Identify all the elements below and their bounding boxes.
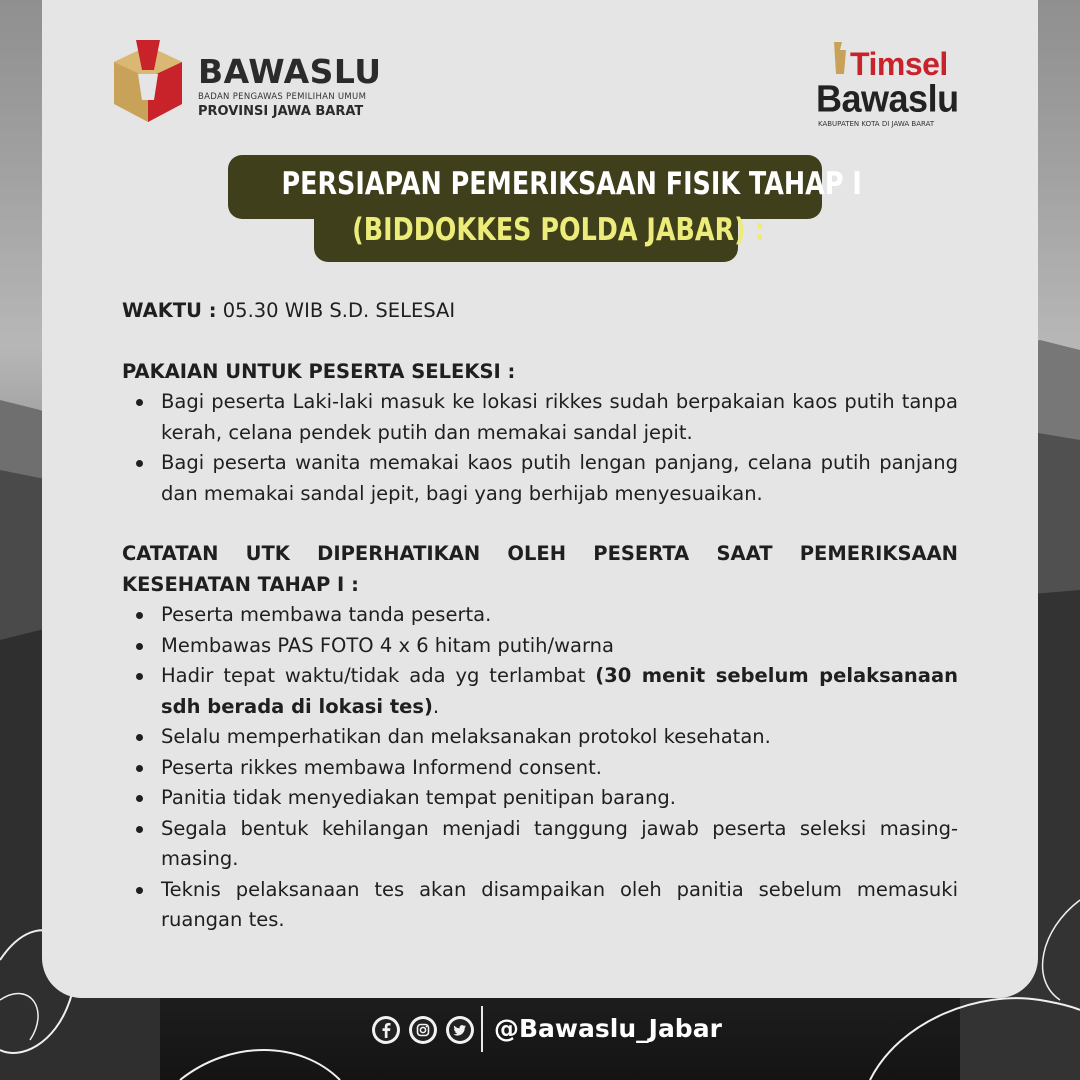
bawaslu-province: PROVINSI JAWA BARAT xyxy=(198,104,364,119)
list-item-text: Hadir tepat waktu/tidak ada yg terlambat xyxy=(161,664,596,687)
pakaian-list xyxy=(136,387,958,509)
list-item: Peserta membawa tanda peserta. xyxy=(136,600,958,631)
timsel-bawaslu-label: Bawaslu xyxy=(816,76,959,120)
timsel-bawaslu-logo xyxy=(814,38,964,133)
list-item: Bagi peserta wanita memakai kaos putih lengan panjang, celana putih panjang dan memakai sandal jepit, bagi yang berhijab menyesuaikan. xyxy=(136,448,958,509)
pakaian-heading: PAKAIAN UNTUK PESERTA SELEKSI : xyxy=(122,359,516,383)
list-item: Selalu memperhatikan dan melaksanakan protokol kesehatan. xyxy=(136,722,958,753)
bawaslu-subtitle: BADAN PENGAWAS PEMILIHAN UMUM xyxy=(198,92,367,102)
catatan-heading: CATATAN UTK DIPERHATIKAN OLEH PESERTA SAAT PEMERIKSAAN KESEHATAN TAHAP I : xyxy=(122,542,958,596)
page-subtitle: (BIDDOKKES POLDA JABAR) : xyxy=(352,212,765,248)
facebook-icon[interactable] xyxy=(372,1016,400,1044)
instagram-icon[interactable] xyxy=(409,1016,437,1044)
timsel-region-label: KABUPATEN KOTA DI JAWA BARAT xyxy=(818,120,935,128)
twitter-icon[interactable] xyxy=(446,1016,474,1044)
list-item: Teknis pelaksanaan tes akan disampaikan oleh panitia sebelum memasuki ruangan tes. xyxy=(136,875,958,936)
timsel-mark-icon xyxy=(828,40,850,76)
bawaslu-name: BAWASLU xyxy=(198,52,382,91)
waktu-label: WAKTU : xyxy=(122,299,217,322)
timsel-label: Timsel xyxy=(850,46,948,82)
social-footer xyxy=(372,1006,732,1054)
list-item: Panitia tidak menyediakan tempat penitipan barang. xyxy=(136,783,958,814)
list-item: Bagi peserta Laki-laki masuk ke lokasi rikkes sudah berpakaian kaos putih tanpa kerah, celana pendek putih dan memakai sandal jepit. xyxy=(136,387,958,448)
list-item-end: . xyxy=(432,694,440,718)
waktu-value: 05.30 WIB S.D. SELESAI xyxy=(216,299,456,322)
list-item: Segala bentuk kehilangan menjadi tanggung jawab peserta seleksi masing-masing. xyxy=(136,814,958,875)
list-item: Membawas PAS FOTO 4 x 6 hitam putih/warna xyxy=(136,631,958,662)
announcement-body xyxy=(122,296,958,936)
bawaslu-logo xyxy=(108,40,382,126)
list-item: Peserta rikkes membawa Informend consent. xyxy=(136,753,958,784)
list-item xyxy=(136,661,958,722)
page-title: PERSIAPAN PEMERIKSAAN FISIK TAHAP I xyxy=(281,166,862,202)
waktu-line xyxy=(122,296,958,327)
bawaslu-emblem-icon xyxy=(108,40,188,126)
footer-divider xyxy=(481,1006,483,1052)
catatan-list xyxy=(136,600,958,936)
list-item-bold-text: (30 menit sebelum pelaksanaan sdh berada di lokasi tes) xyxy=(161,664,959,718)
social-handle[interactable]: @Bawaslu_Jabar xyxy=(494,1014,722,1043)
